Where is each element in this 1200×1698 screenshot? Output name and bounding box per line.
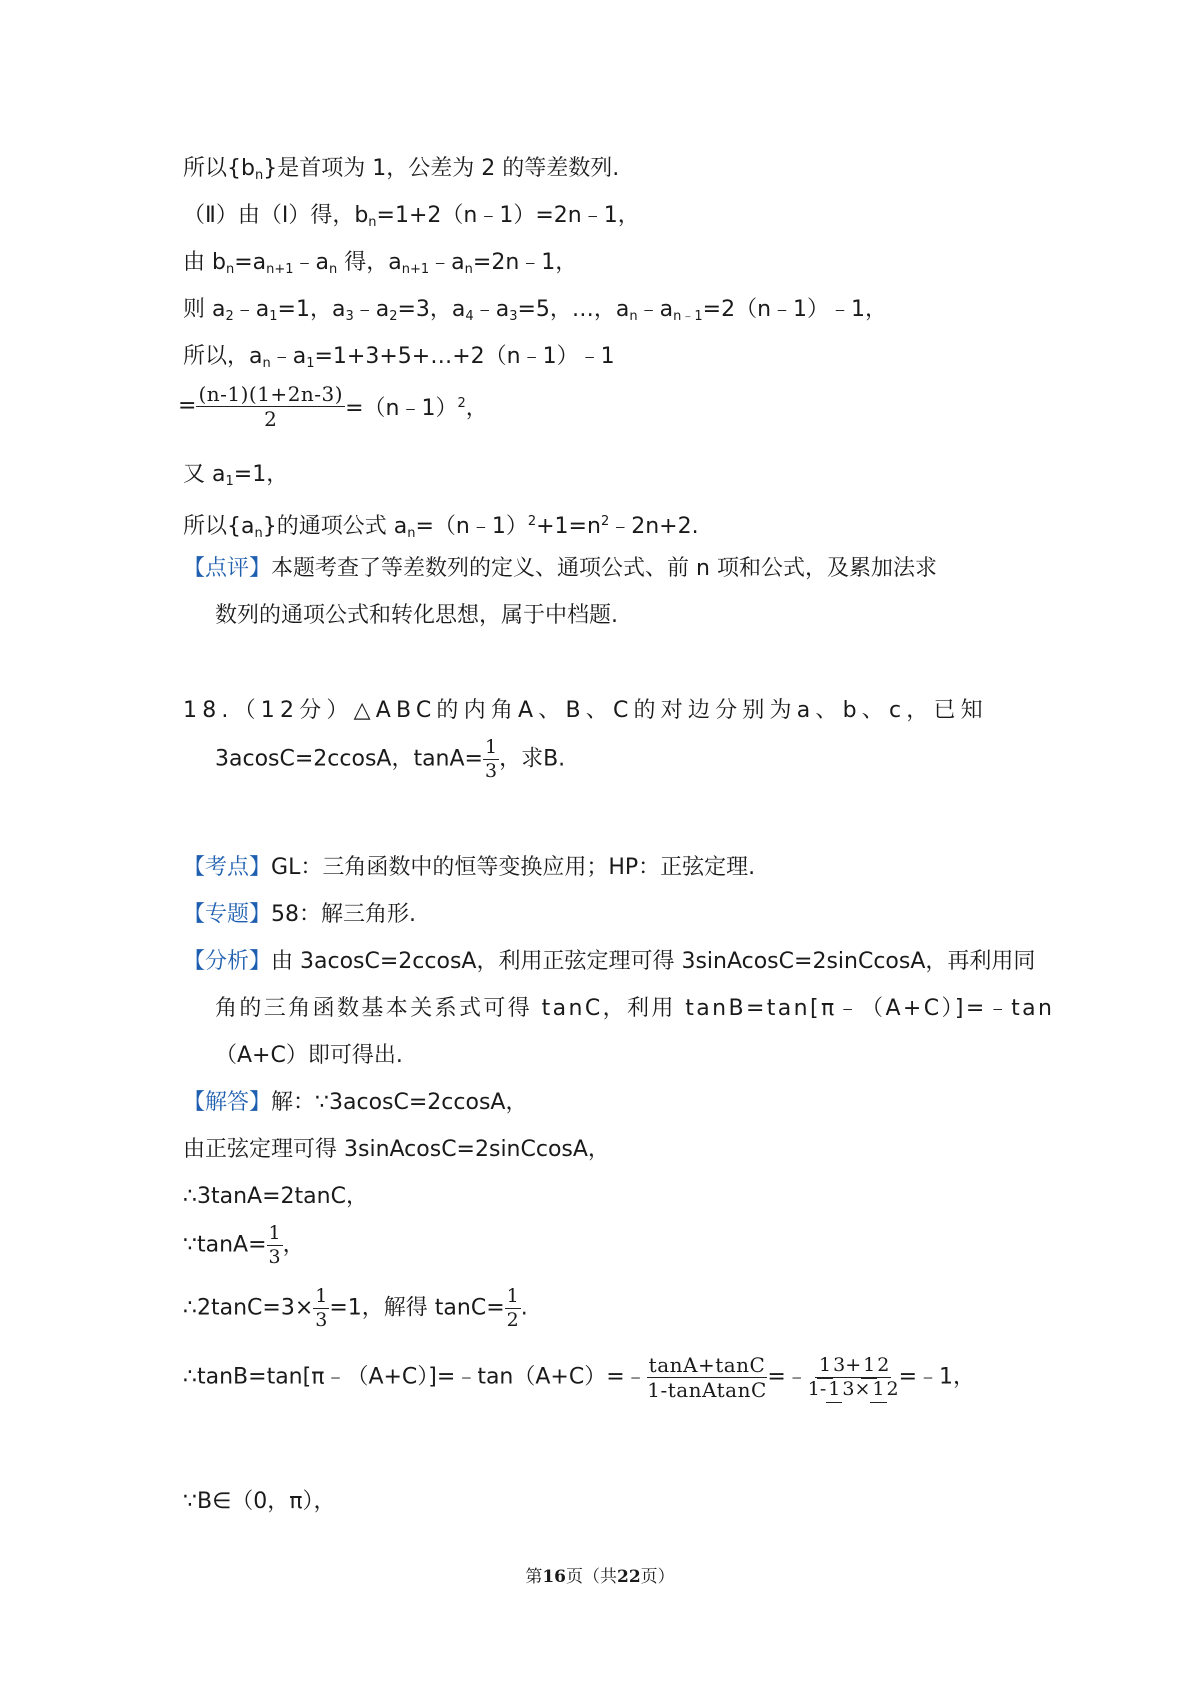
jieda-line: ∴2tanC=3× $\frac{1}{3}$ =1，解得 tanC= $\frac{1}{2}$ . [183, 1285, 528, 1331]
jieda-line: ∵B∈（0，π）， [183, 1489, 336, 1514]
jieda-line: ∴tanB=tan[π﹣（A+C）]=﹣tan（A+C）=﹣ $\frac{\tan A+\tan C}{\text{1-tanAtanC}}$ =﹣ 1 3 + 1 2 1- 1 3 × 1 2 =﹣1， [183, 1353, 976, 1402]
kaodian-line: 【考点】GL：三角函数中的恒等变换应用；HP：正弦定理. [183, 855, 756, 880]
question-18-line: 18.（12分）△ABC的内角A、B、C的对边分别为a、b、c，已知 [183, 698, 988, 723]
solution-line: 又 $a_1=1$， [183, 462, 289, 489]
solution-line: 所以，$a_n﹣a_1=1+3+5+\dots+2(n﹣1)﹣1$ [183, 344, 615, 371]
fraction: $\frac{\tan A+\tan C}{\text{1-tanAtanC}}$ [647, 1353, 767, 1402]
page-number: 16 [542, 1567, 566, 1587]
solution-line: 所以$\{b_n\}$是首项为 1，公差为 2 的等差数列. [183, 156, 620, 183]
solution-line: （Ⅱ）由（Ⅰ）得，$b_n=1+2(n﹣1)=2n﹣1$， [183, 203, 640, 230]
jieda-line: 【解答】解：∵3acosC=2ccosA， [183, 1090, 528, 1115]
compound-fraction [808, 1356, 899, 1399]
solution-line: = $\frac{(n-1)(1+2n-3)}{2}$ =（n﹣1）$^2$， [178, 382, 488, 431]
fenxi-line: 角的三角函数基本关系式可得 tanC，利用 tanB=tan[π﹣（A+C）]=﹣tan [215, 996, 1055, 1021]
fraction: $\frac{1}{3}$ [315, 1285, 328, 1331]
page-total: 22 [617, 1567, 641, 1587]
jieda-label: 【解答】 [183, 1090, 272, 1115]
fraction: $\frac{(n-1)(1+2n-3)}{2}$ [198, 382, 344, 431]
comment-line: 【点评】本题考查了等差数列的定义、通项公式、前 n 项和公式，及累加法求 [183, 556, 937, 581]
solution-line: 所以$\{a_n\}$的通项公式 $a_n=(n﹣1)^2+1=n^2﹣2n+2$. [183, 514, 699, 541]
solution-line: 由 $b_n=a_{n+1}﹣a_n$ 得，$a_{n+1}﹣a_n=2n﹣1$， [183, 250, 578, 277]
fenxi-line: （A+C）即可得出. [215, 1043, 403, 1068]
question-18-line: 3acosC=2ccosA，tanA= $\frac{1}{3}$ ，求B. [215, 736, 566, 782]
jieda-line: ∵tanA= $\frac{1}{3}$ ， [183, 1222, 305, 1268]
kaodian-label: 【考点】 [183, 855, 272, 880]
zhuanti-label: 【专题】 [183, 902, 272, 927]
fraction: $\frac{1}{3}$ [268, 1222, 281, 1268]
jieda-line: ∴3tanA=2tanC， [183, 1184, 368, 1209]
comment-label: 【点评】 [183, 556, 272, 581]
solution-line: 则 $a_2﹣a_1=1$，$a_3﹣a_2=3$，$a_4﹣a_3=5$，…，$a_n﹣a_{n﹣1}=2(n﹣1)﹣1$， [183, 297, 888, 324]
page-footer: 第16页（共22页） [525, 1567, 675, 1587]
compound-numerator: 1 3 + 1 2 [815, 1356, 891, 1378]
fraction: $\frac{1}{2}$ [506, 1285, 519, 1331]
comment-line: 数列的通项公式和转化思想，属于中档题. [215, 603, 618, 628]
fraction: $\frac{1}{3}$ [485, 736, 498, 782]
fenxi-line: 【分析】由 3acosC=2ccosA，利用正弦定理可得 3sinAcosC=2sinCcosA，再利用同 [183, 949, 1036, 974]
zhuanti-line: 【专题】58：解三角形. [183, 902, 417, 927]
compound-denominator: 1- 1 3 × 1 2 [808, 1378, 899, 1399]
jieda-line: 由正弦定理可得 3sinAcosC=2sinCcosA， [183, 1137, 610, 1162]
fenxi-label: 【分析】 [183, 949, 272, 974]
